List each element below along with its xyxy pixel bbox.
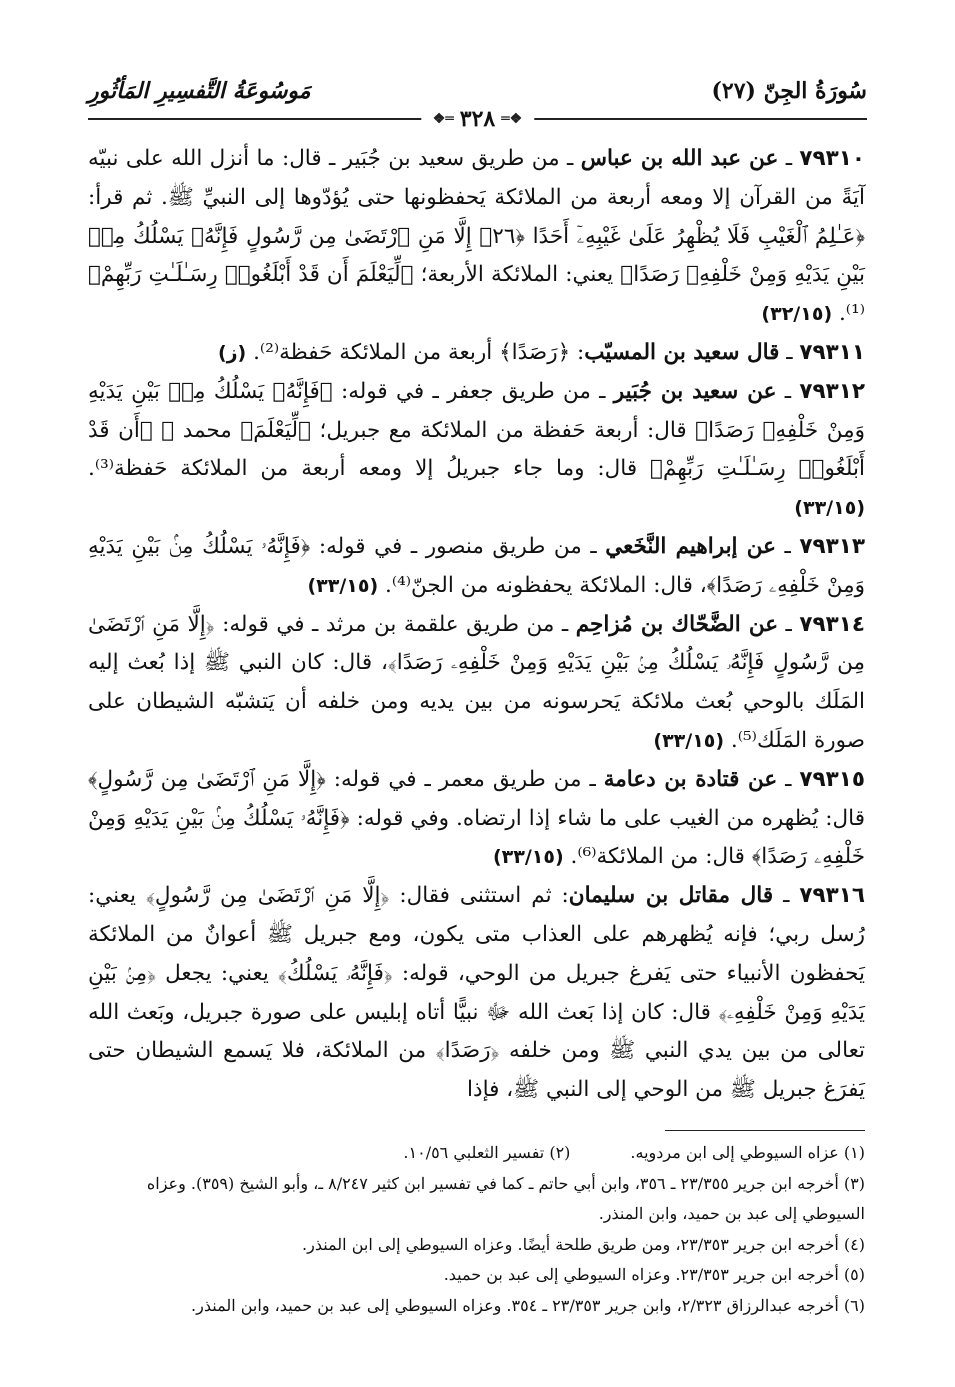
narrator: عن إبراهيم النَّخَعي: [605, 533, 776, 559]
entry-number: ٧٩٣١١: [799, 339, 865, 365]
footnotes: [88, 1138, 865, 1321]
narrator: عن عبد الله بن عباس: [580, 146, 779, 171]
footnote: (٦) أخرجه عبدالرزاق ٢/٣٢٣، وابن جرير ٢٣/٣٥٣ ـ ٣٥٤. وعزاه السيوطي إلى عبد بن حميد، وابن المنذر.: [191, 1295, 865, 1315]
entry-text: : ﴿رَصَدًا﴾ أربعة من الملائكة حَفظة⁽²⁾.: [253, 339, 585, 365]
entry: ٧٩٣١٦ ـ قال مقاتل بن سليمان: ثم استثنى فقال: ﴿إِلَّا مَنِ ٱرْتَضَىٰ مِن رَّسُولٍ﴾ يعني: رُسل ربي؛ فإنه يُظهرهم على العذاب متى يكون، ومع جبريل ﷺ أعوانٌ من الملائكة يَحفظون الأنبياء حتى يَفرغ جبريل من الوحي، قوله: ﴿فَإِنَّهُۥ يَسْلُكُ﴾ يعني: يجعل ﴿مِنۢ بَيْنِ يَدَيْهِ وَمِنْ خَلْفِهِۦ﴾ قال: كان إذا بَعث الله ﷻ نبيًّا أتاه إبليس على صورة جبريل، وبَعث الله تعالى من بين يدي النبي ﷺ ومن خلفه ﴿رَصَدًا﴾ من الملائكة، فلا يَسمع الشيطان حتى يَفرَغ جبريل ﷺ من الوحي إلى النبي ﷺ، فإذا: [88, 883, 866, 1103]
entry-text: ـ من طريق جعفر ـ في قوله: ﴿فَإِنَّهُۥ يَسْلُكُ مِنۢ بَيْنِ يَدَيْهِ وَمِنْ خَلْفِهِۦ رَصَدًا﴾ قال: أربعة حَفظة من الملائكة مع جبريل؛ ﴿لِّيَعْلَمَ﴾ محمد ﷺ ﴿أَن قَدْ أَبْلَغُوا۟ رِسَـٰلَـٰتِ رَبِّهِمْ﴾ قال: وما جاء جبريلُ إلا ومعه أربعة من الملائكة حَفظة⁽³⁾.: [88, 378, 865, 482]
page-number-ornament: [421, 106, 534, 132]
ornament-icon: ❖═: [501, 111, 523, 127]
entry-text: ـ من طريق سعيد بن جُبَير ـ قال: ما أنزل الله على نبيّه آيَةً من القرآن إلا ومعه أربعة من الملائكة يَحفظونها حتى يُؤدّوها إلى النبيِّ ﷺ. ثم قرأ: ﴿عَـٰلِمُ ٱلْغَيْبِ فَلَا يُظْهِرُ عَلَىٰ غَيْبِهِۦٓ أَحَدًا ﴿٢٦﴾ إِلَّا مَنِ ٱرْتَضَىٰ مِن رَّسُولٍ فَإِنَّهُۥ يَسْلُكُ مِنۢ بَيْنِ يَدَيْهِ وَمِنْ خَلْفِهِۦ رَصَدًا﴾ يعني: الملائكة الأربعة؛ ﴿لِّيَعْلَمَ أَن قَدْ أَبْلَغُوا۟ رِسَـٰلَـٰتِ رَبِّهِمْ﴾⁽¹⁾.: [88, 146, 865, 327]
entry-number: ٧٩٣١٣: [799, 533, 865, 559]
ornament-icon: ═❖: [432, 111, 454, 127]
volume-reference: (٣٣/١٥): [653, 729, 725, 752]
main-text: [88, 140, 865, 1110]
footnote-divider: [665, 1130, 865, 1131]
footnote: (٤) أخرجه ابن جرير ٢٣/٣٥٣، ومن طريق طلحة أيضًا. وعزاه السيوطي إلى ابن المنذر.: [302, 1234, 865, 1254]
surah-title: سُورَةُ الجِنّ (٢٧): [711, 78, 867, 104]
volume-reference: (٣٢/١٥): [761, 303, 833, 326]
narrator: قال سعيد بن المسيّب: [584, 339, 780, 365]
footnote: (٢) تفسير الثعلبي ١٠/٥٦.: [403, 1143, 571, 1162]
entry-number: ٧٩٣١٥: [799, 766, 865, 792]
narrator: عن سعيد بن جُبَير: [613, 378, 777, 404]
entry-text: ـ من طريق منصور ـ في قوله: ﴿فَإِنَّهُۥ يَسْلُكُ مِنۢ بَيْنِ يَدَيْهِ وَمِنْ خَلْفِهِۦ رَصَدًا﴾، قال: الملائكة يحفظونه من الجنّ⁽⁴⁾.: [88, 533, 865, 598]
narrator: عن قتادة بن دعامة: [603, 766, 778, 792]
footnote: (٥) أخرجه ابن جرير ٢٣/٣٥٣. وعزاه السيوطي إلى عبد بن حميد.: [443, 1265, 865, 1284]
page-number: ٣٢٨: [459, 106, 496, 132]
entry: ٧٩٣١٢ ـ عن سعيد بن جُبَير ـ من طريق جعفر ـ في قوله: ﴿فَإِنَّهُۥ يَسْلُكُ مِنۢ بَيْنِ يَدَيْهِ وَمِنْ خَلْفِهِۦ رَصَدًا﴾ قال: أربعة حَفظة من الملائكة مع جبريل؛ ﴿لِّيَعْلَمَ﴾ محمد ﷺ ﴿أَن قَدْ أَبْلَغُوا۟ رِسَـٰلَـٰتِ رَبِّهِمْ﴾ قال: وما جاء جبريلُ إلا ومعه أربعة من الملائكة حَفظة⁽³⁾. (٣٣/١٥): [88, 378, 866, 520]
footnote: (٣) أخرجه ابن جرير ٢٣/٣٥٥ ـ ٣٥٦، وابن أبي حاتم ـ كما في تفسير ابن كثير ٨/٢٤٧ ـ، وأبو الشيخ (٣٥٩). وعزاه السيوطي إلى عبد بن حميد، وابن المنذر.: [146, 1173, 865, 1223]
entry-number: ٧٩٣١٢: [799, 378, 866, 404]
entry: ٧٩٣١١ ـ قال سعيد بن المسيّب: ﴿رَصَدًا﴾ أربعة من الملائكة حَفظة⁽²⁾. (ز): [217, 339, 865, 365]
volume-reference: (٣٣/١٥): [492, 846, 564, 869]
entry-text: ـ من طريق معمر ـ في قوله: ﴿إِلَّا مَنِ ٱرْتَضَىٰ مِن رَّسُولٍ﴾ قال: يُظهره من الغيب على ما شاء إذا ارتضاه. وفي قوله: ﴿فَإِنَّهُۥ يَسْلُكُ مِنۢ بَيْنِ يَدَيْهِ وَمِنْ خَلْفِهِۦ رَصَدًا﴾ قال: من الملائكة⁽⁶⁾.: [88, 766, 865, 870]
volume-reference: (٣٣/١٥): [794, 497, 865, 520]
entry: ٧٩٣١٥ ـ عن قتادة بن دعامة ـ من طريق معمر ـ في قوله: ﴿إِلَّا مَنِ ٱرْتَضَىٰ مِن رَّسُولٍ﴾ قال: يُظهره من الغيب على ما شاء إذا ارتضاه. وفي قوله: ﴿فَإِنَّهُۥ يَسْلُكُ مِنۢ بَيْنِ يَدَيْهِ وَمِنْ خَلْفِهِۦ رَصَدًا﴾ قال: من الملائكة⁽⁶⁾. (٣٣/١٥): [88, 766, 865, 870]
entry: ٧٩٣١٠ ـ عن عبد الله بن عباس ـ من طريق سعيد بن جُبَير ـ قال: ما أنزل الله على نبيّه آيَةً من القرآن إلا ومعه أربعة من الملائكة يَحفظونها حتى يُؤدّوها إلى النبيِّ ﷺ. ثم قرأ: ﴿عَـٰلِمُ ٱلْغَيْبِ فَلَا يُظْهِرُ عَلَىٰ غَيْبِهِۦٓ أَحَدًا ﴿٢٦﴾ إِلَّا مَنِ ٱرْتَضَىٰ مِن رَّسُولٍ فَإِنَّهُۥ يَسْلُكُ مِنۢ بَيْنِ يَدَيْهِ وَمِنْ خَلْفِهِۦ رَصَدًا﴾ يعني: الملائكة الأربعة؛ ﴿لِّيَعْلَمَ أَن قَدْ أَبْلَغُوا۟ رِسَـٰلَـٰتِ رَبِّهِمْ﴾⁽¹⁾. (٣٢/١٥): [88, 146, 866, 327]
entry-text: ـ من طريق علقمة بن مرثد ـ في قوله: ﴿إِلَّا مَنِ ٱرْتَضَىٰ مِن رَّسُولٍ فَإِنَّهُۥ يَسْلُكُ مِنۢ بَيْنِ يَدَيْهِ وَمِنْ خَلْفِهِۦ رَصَدًا﴾، قال: كان النبي ﷺ إذا بُعث إليه المَلَك بالوحي بُعث ملائكة يَحرسونه من بين يديه ومن خلفه أن يَتشبّه الشيطان على صورة المَلَك⁽⁵⁾.: [88, 611, 865, 753]
volume-reference: (٣٣/١٥): [307, 574, 379, 597]
entry-number: ٧٩٣١٦: [799, 883, 866, 909]
entry: ٧٩٣١٤ ـ عن الضَّحّاك بن مُزاحِم ـ من طريق علقمة بن مرثد ـ في قوله: ﴿إِلَّا مَنِ ٱرْتَضَىٰ مِن رَّسُولٍ فَإِنَّهُۥ يَسْلُكُ مِنۢ بَيْنِ يَدَيْهِ وَمِنْ خَلْفِهِۦ رَصَدًا﴾، قال: كان النبي ﷺ إذا بُعث إليه المَلَك بالوحي بُعث ملائكة يَحرسونه من بين يديه ومن خلفه أن يَتشبّه الشيطان على صورة المَلَك⁽⁵⁾. (٣٣/١٥): [88, 611, 865, 753]
volume-reference: (ز): [217, 341, 247, 364]
narrator: قال مقاتل بن سليمان: [568, 883, 774, 909]
book-title: مَوسُوعَةُ التَّفسِيرِ المَأثُورِ: [88, 78, 311, 104]
entry: ٧٩٣١٣ ـ عن إبراهيم النَّخَعي ـ من طريق منصور ـ في قوله: ﴿فَإِنَّهُۥ يَسْلُكُ مِنۢ بَيْنِ يَدَيْهِ وَمِنْ خَلْفِهِۦ رَصَدًا﴾، قال: الملائكة يحفظونه من الجنّ⁽⁴⁾. (٣٣/١٥): [88, 533, 865, 598]
footnote-row: [88, 1138, 865, 1169]
narrator: عن الضَّحّاك بن مُزاحِم: [575, 611, 779, 637]
entry-number: ٧٩٣١٤: [799, 611, 865, 637]
page-header: [88, 78, 867, 132]
footnote: (١) عزاه السيوطي إلى ابن مردويه.: [630, 1143, 865, 1162]
entry-text: : ثم استثنى فقال: ﴿إِلَّا مَنِ ٱرْتَضَىٰ مِن رَّسُولٍ﴾ يعني: رُسل ربي؛ فإنه يُظهرهم على العذاب متى يكون، ومع جبريل ﷺ أعوانٌ من الملائكة يَحفظون الأنبياء حتى يَفرغ جبريل من الوحي، قوله: ﴿فَإِنَّهُۥ يَسْلُكُ﴾ يعني: يجعل ﴿مِنۢ بَيْنِ يَدَيْهِ وَمِنْ خَلْفِهِۦ﴾ قال: كان إذا بَعث الله ﷻ نبيًّا أتاه إبليس على صورة جبريل، وبَعث الله تعالى من بين يدي النبي ﷺ ومن خلفه ﴿رَصَدًا﴾ من الملائكة، فلا يَسمع الشيطان حتى يَفرَغ جبريل ﷺ من الوحي إلى النبي ﷺ، فإذا: [88, 883, 865, 1103]
entry-number: ٧٩٣١٠: [799, 146, 866, 171]
